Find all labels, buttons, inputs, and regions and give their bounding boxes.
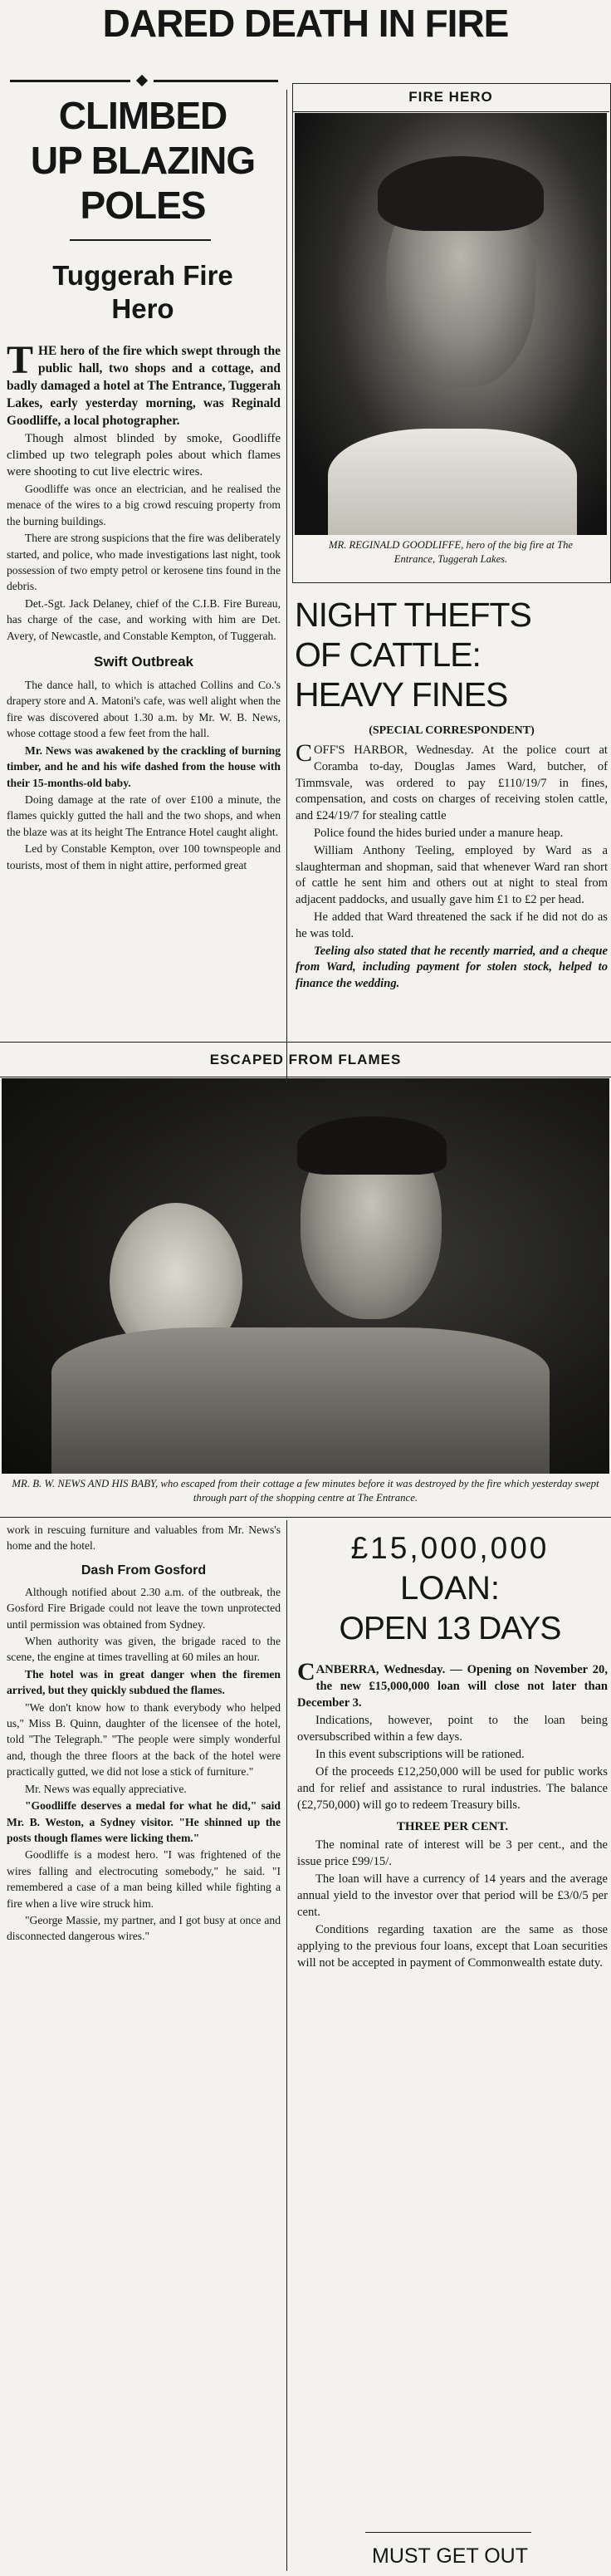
cattle-lede-text: OFF'S HARBOR, Wednesday. At the police court at Coramba to-day, Douglas James Ward, butcher, of Timmsvale, was ordered to pay £110/19/7 in fines, compensation, and costs on charges of receiving stolen cattle, and £24/19/7 for stealing cattle (296, 743, 608, 823)
cattle-lede (296, 739, 608, 825)
subhead-dash-from-gosford: Dash From Gosford (81, 1563, 207, 1577)
escaped-top-rule (0, 1042, 611, 1043)
paragraph: "George Massie, my partner, and I got busy at once and disconnected dangerous wires." (7, 1913, 281, 1943)
diamond-ornament-icon (136, 75, 148, 86)
headline-loan (291, 1528, 609, 1650)
cattle-line-1: NIGHT THEFTS (295, 596, 531, 634)
subhead-line-1: Tuggerah Fire (52, 260, 233, 291)
headline-line-1: CLIMBED (58, 94, 227, 137)
left-column-bottom (7, 1522, 281, 1945)
paragraph: There are strong suspicions that the fire was deliberately started, and police, who made investigations last night, took possession of two empty petrol or kerosene tins found in the debris. (7, 532, 281, 593)
headline-line-2: UP BLAZING (30, 139, 256, 182)
headline-night-thefts (295, 595, 609, 714)
paragraph: Doing damage at the rate of over £100 a minute, the flames quickly gutted the hall and the two shops, and when the blaze was at its height The Entrance Hotel caught alight. (7, 792, 281, 838)
cattle-line-3: HEAVY FINES (295, 675, 508, 714)
loan-lede (297, 1658, 608, 1711)
paragraph: Conditions regarding taxation are the same as those applying to the previous four loans, except that Loan securities will not be accepted in payment of Commonwealth estate duty. (297, 1923, 608, 1970)
fire-hero-photo (295, 113, 607, 535)
fire-hero-caption: MR. REGINALD GOODLIFFE, hero of the big fire at The Entrance, Tuggerah Lakes. (329, 539, 573, 565)
subhead-tuggerah (3, 259, 282, 326)
paragraph: William Anthony Teeling, employed by Ward as a slaughterman and shopman, said that whenever Ward ran short of cattle he sent him and others out at night to steal from adjacent paddocks, and usually gave him £1 to £2 per head. (296, 843, 608, 907)
paragraph: The dance hall, to which is attached Collins and Co.'s drapery store and A. Matoni's cafe, was well alight when the fire was discovered about 1.30 a.m. by Mr. W. B. News, whose cottage stood a few feet from the hall. (7, 679, 281, 740)
paragraph: Mr. News was equally appreciative. (25, 1782, 187, 1795)
paragraph-bold: The hotel was in great danger when the firemen arrived, but they quickly subdued the flames. (7, 1667, 281, 1697)
paragraph-bold: Mr. News was awakened by the crackling of burning timber, and he and his wife dashed from the house with their 15-months-old baby. (7, 743, 281, 789)
paragraph: Goodliffe was once an electrician, and he realised the menace of the wires to a big crowd rescuing property from the burning buildings. (7, 483, 281, 527)
headline-climbed (3, 93, 282, 228)
headline-must-get-out: MUST GET OUT (372, 2544, 528, 2568)
paragraph: When authority was given, the brigade raced to the scene, the engine at times travelling at 60 miles an hour. (7, 1635, 281, 1664)
photo-shirts (51, 1327, 550, 1474)
fire-hero-label: FIRE HERO (408, 89, 493, 105)
loan-line-1: £15,000,000 (350, 1531, 550, 1565)
dropcap-c: C (296, 739, 313, 767)
lede-paragraph (7, 338, 281, 429)
escaped-photo (2, 1078, 609, 1474)
photo-shirt-shape (328, 429, 577, 535)
banner-headline: DARED DEATH IN FIRE (102, 2, 509, 45)
subhead-line-2: Hero (111, 293, 174, 324)
paragraph: work in rescuing furniture and valuables from Mr. News's home and the hotel. (7, 1524, 281, 1553)
paragraph: Although notified about 2.30 a.m. of the outbreak, the Gosford Fire Brigade could not leave the town unprotected until permission was obtained from Sydney. (7, 1585, 281, 1631)
column-rule-bottom (286, 1520, 287, 2571)
dropcap-t: T (7, 338, 34, 382)
escaped-caption: MR. B. W. NEWS AND HIS BABY, who escaped from their cottage a few minutes before it was destroyed by the fire which yesterday swept through part of the shopping centre at The Entrance. (12, 1478, 599, 1504)
paragraph-bold: "Goodliffe deserves a medal for what he did," said Mr. B. Weston, a Sydney visitor. "He shinned up the posts though flames were licking them." (7, 1799, 281, 1844)
paragraph: He added that Ward threatened the sack if he did not do as he was told. (296, 910, 608, 940)
cattle-column (296, 739, 608, 994)
paragraph: Indications, however, point to the loan being oversubscribed within a few days. (297, 1714, 608, 1744)
loan-column (297, 1658, 608, 1972)
loan-line-2: LOAN: (399, 1570, 501, 1607)
paragraph: Led by Constable Kempton, over 100 townspeople and tourists, most of them in night attire, performed great (7, 842, 281, 871)
paragraph: The loan will have a currency of 14 years and the average annual yield to the investor over that period will be £3/0/5 per cent. (297, 1872, 608, 1919)
photo-hair-shape (378, 156, 544, 231)
banner-rule-left (10, 80, 130, 82)
left-column-top (7, 338, 281, 874)
loan-lede-text: ANBERRA, Wednesday. — Opening on November 20, the new £15,000,000 loan will close not later than December 3. (297, 1663, 608, 1710)
escaped-label: ESCAPED FROM FLAMES (209, 1052, 402, 1067)
headline-rule (70, 239, 211, 241)
cattle-byline: (SPECIAL CORRESPONDENT) (369, 724, 535, 737)
loan-footer-rule (365, 2532, 531, 2533)
cattle-line-2: OF CATTLE: (295, 635, 481, 674)
lede-text: HE hero of the fire which swept through the public hall, two shops and a cottage, and badly damaged a hotel at The Entrance, Tuggerah Lakes, early yesterday morning, was Reginald Goodliffe, a local photographer. (7, 344, 281, 428)
paragraph: The nominal rate of interest will be 3 per cent., and the issue price £99/15/. (297, 1838, 608, 1868)
paragraph-italic: Teeling also stated that he recently married, and a cheque from Ward, including payment for stolen stock, helped to finance the wedding. (296, 944, 608, 991)
paragraph: Though almost blinded by smoke, Goodliffe climbed up two telegraph poles about which flames were shooting to cut live electric wires. (7, 432, 281, 478)
paragraph: Det.-Sgt. Jack Delaney, chief of the C.I.B. Fire Bureau, has charge of the case, and working with him are Det. Avery, of Newcastle, and Constable Kempton, of Tuggerah. (7, 596, 281, 642)
loan-line-3: OPEN 13 DAYS (339, 1611, 561, 1646)
paragraph: Of the proceeds £12,250,000 will be used for public works and for relief and assistance to rural industries. The balance (£2,750,000) will go to redeem Treasury bills. (297, 1765, 608, 1812)
photo-man-hair (297, 1116, 447, 1175)
banner-rule-right (154, 80, 278, 82)
escaped-bottom-rule (0, 1517, 611, 1518)
headline-line-3: POLES (80, 184, 206, 227)
paragraph: "We don't know how to thank everybody who helped us," Miss B. Quinn, daughter of the licensee of the hotel, told "The Telegraph." "The people were simply wonderful and, though the three floors at the back of the hotel were practically gutted, we did not lose a stick of furniture." (7, 1700, 281, 1779)
fire-hero-label-rule (292, 111, 609, 112)
paragraph: In this event subscriptions will be rationed. (315, 1748, 525, 1761)
paragraph: Goodliffe is a modest hero. "I was frightened of the wires falling and electrocuting somebody," he said. "I remembered a case of a man being killed while fighting a fire when a live wire struck him. (7, 1848, 281, 1910)
dropcap-c-loan: C (297, 1658, 315, 1685)
subhead-three-per-cent: THREE PER CENT. (396, 1820, 509, 1833)
subhead-swift-outbreak: Swift Outbreak (94, 654, 193, 670)
paragraph: Police found the hides buried under a manure heap. (314, 826, 564, 840)
